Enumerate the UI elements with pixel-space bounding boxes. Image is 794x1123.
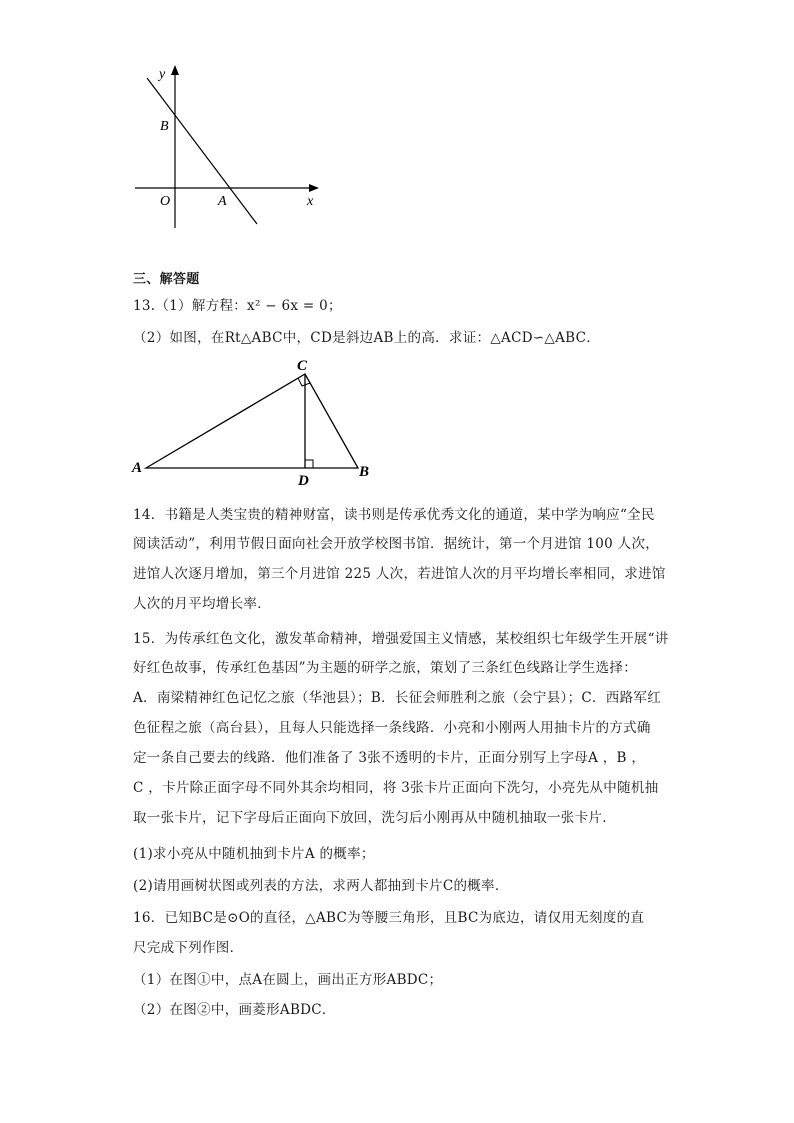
q14-line-2: 阅读活动”，利用节假日面向社会开放学校图书馆．据统计，第一个月进馆 100 人次， <box>133 536 660 552</box>
q14-line-1: 14．书籍是人类宝贵的精神财富，读书则是传承优秀文化的通道，某中学为响应“全民 <box>133 507 655 523</box>
y-axis-arrow <box>171 65 179 75</box>
coordinate-figure <box>125 58 335 233</box>
label-a: A <box>132 460 143 476</box>
q15-line-1: 15．为传承红色文化，激发革命精神，增强爱国主义情感，某校组织七年级学生开展“讲 <box>133 631 669 647</box>
q16-sub-1: （1）在图①中，点A在圆上，画出正方形ABDC； <box>133 972 443 988</box>
label-o: O <box>160 194 171 209</box>
q16-line-1: 16．已知BC是⊙O的直径，△ABC为等腰三角形，且BC为底边，请仅用无刻度的直 <box>133 910 645 926</box>
label-y: y <box>159 67 166 82</box>
label-b: B <box>160 119 169 134</box>
label-d: D <box>298 473 309 489</box>
q15-line-2: 好红色故事，传承红色基因”为主题的研学之旅，策划了三条红色线路让学生选择： <box>133 660 638 676</box>
right-angle-d <box>305 460 313 468</box>
section-heading: 三、解答题 <box>133 272 200 287</box>
q14-line-3: 进馆人次逐月增加，第三个月进馆 225 人次，若进馆人次的月平均增长率相同，求进馆 <box>133 566 666 582</box>
label-c: C <box>297 358 308 374</box>
q15-line-6: C ，卡片除正面字母不同外其余均相同，将 3张卡片正面向下洗匀，小亮先从中随机抽 <box>133 780 659 796</box>
q15-sub-1: (1)求小亮从中随机抽到卡片A 的概率； <box>133 846 375 862</box>
triangle-figure <box>130 355 380 490</box>
q13-part2: （2）如图，在Rt△ABC中，CD是斜边AB上的高．求证：△ACD∽△ABC． <box>133 330 601 346</box>
label-a: A <box>218 194 227 209</box>
q13-part1: 13.（1）解方程：x² − 6x = 0； <box>133 298 342 314</box>
q16-line-2: 尺完成下列作图． <box>133 940 244 956</box>
q15-line-5: 定一条自己要去的线路．他们准备了 3张不透明的卡片，正面分别写上字母A ，B ， <box>133 750 646 766</box>
q14-line-4: 人次的月平均增长率． <box>133 596 271 612</box>
q15-line-3: A．南梁精神红色记忆之旅（华池县）；B．长征会师胜利之旅（会宁县）；C．西路军红 <box>133 690 661 706</box>
label-x: x <box>307 194 314 209</box>
label-b: B <box>359 464 370 480</box>
q15-line-7: 取一张卡片，记下字母后正面向下放回，洗匀后小刚再从中随机抽取一张卡片． <box>133 810 616 826</box>
q15-sub-2: (2)请用画树状图或列表的方法，求两人都抽到卡片C的概率． <box>133 878 509 894</box>
triangle-abc <box>146 374 358 468</box>
x-axis-arrow <box>309 184 319 192</box>
q15-line-4: 色征程之旅（高台县），且每人只能选择一条线路．小亮和小刚两人用抽卡片的方式确 <box>133 720 651 736</box>
q16-sub-2: （2）在图②中，画菱形ABDC． <box>133 1002 336 1018</box>
